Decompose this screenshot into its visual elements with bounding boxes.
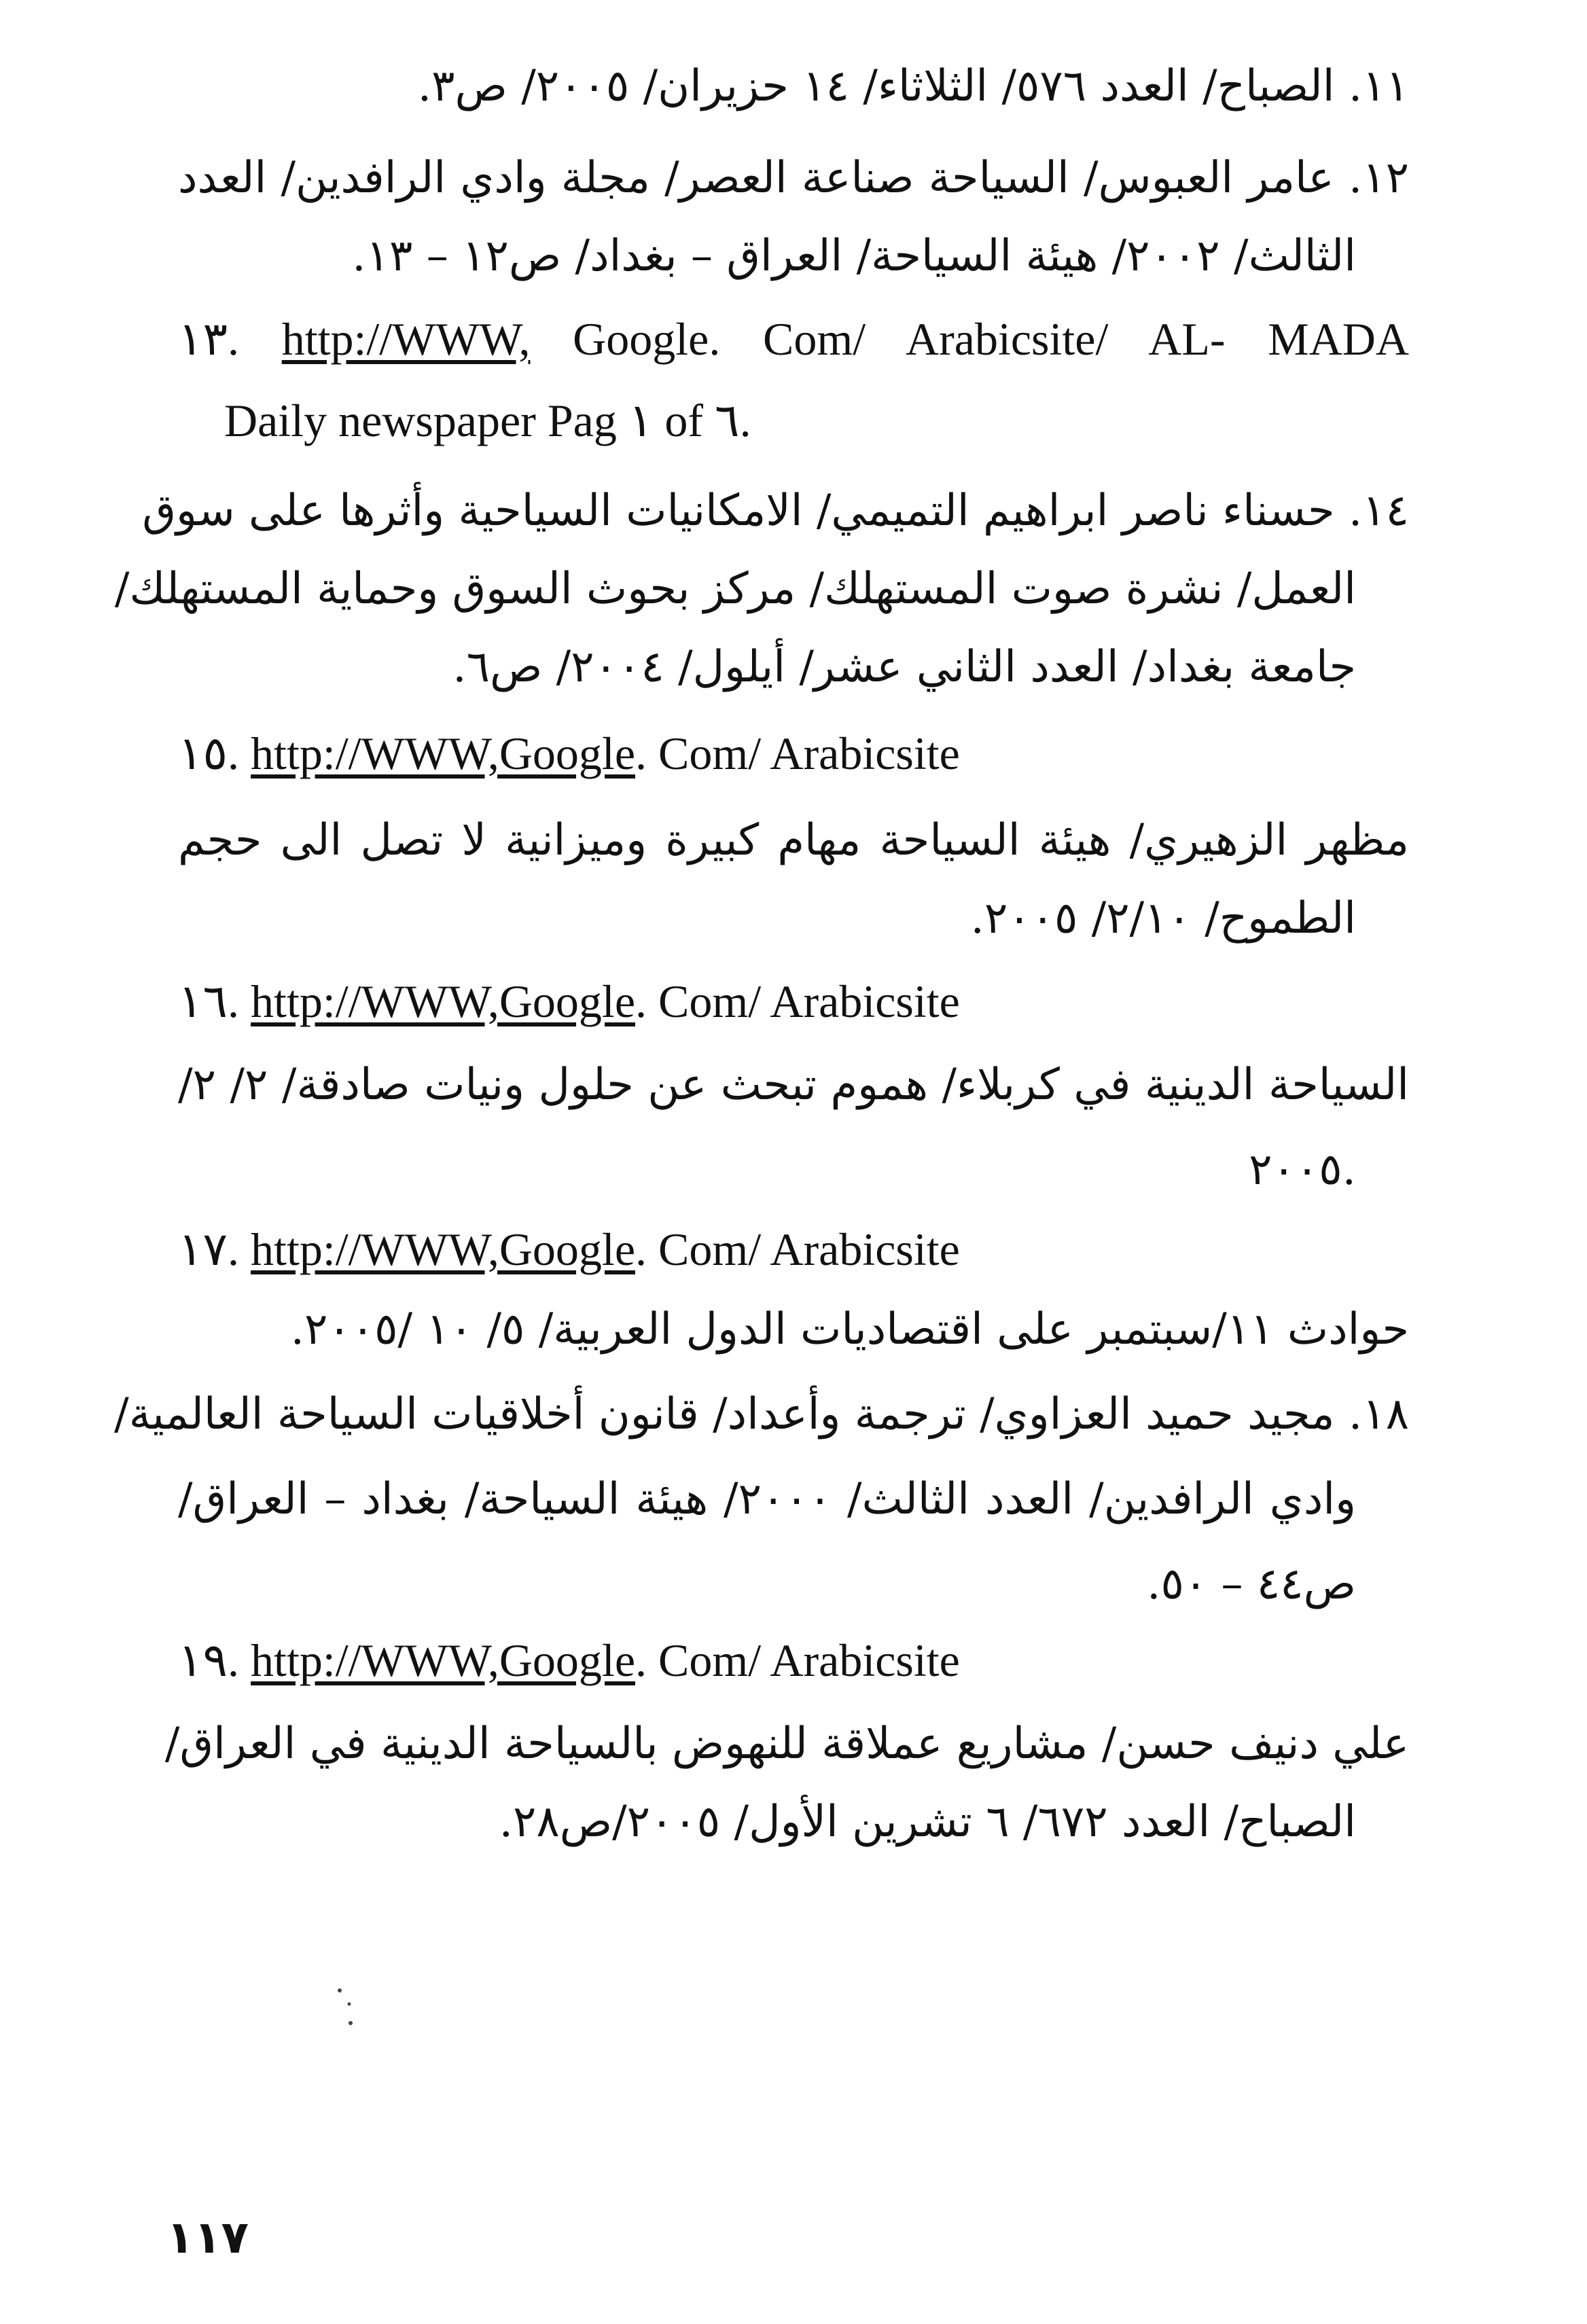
reference-19-line-2: علي دنيف حسن/ مشاريع عملاقة للنهوض بالسياحة الدينية في العراق/ xyxy=(164,1719,1409,1769)
reference-15-line-2: مظهر الزهيري/ هيئة السياحة مهام كبيرة وميزانية لا تصل الى حجم xyxy=(178,815,1409,865)
reference-18-line-1: ١٨. مجيد حميد العزاوي/ ترجمة وأعداد/ قانون أخلاقيات السياحة العالمية/ xyxy=(114,1389,1409,1440)
reference-13-link[interactable]: http://WWW, xyxy=(281,313,531,365)
reference-12-line-2: الثالث/ ٢٠٠٢/ هيئة السياحة/ العراق – بغداد/ ص١٢ – ١٣. xyxy=(352,231,1356,281)
reference-16-line-1 xyxy=(178,976,960,1027)
reference-16-url-rest: . Com/ Arabicsite xyxy=(635,976,960,1027)
reference-15-line-1 xyxy=(178,728,960,779)
page-number: ١١٧ xyxy=(166,2211,249,2264)
reference-13-url-rest: Google. Com/ Arabicsite/ AL- MADA xyxy=(573,313,1410,365)
reference-16-link[interactable]: http://WWW,Google xyxy=(251,976,635,1027)
scan-specks xyxy=(326,1984,367,2065)
reference-14-line-1: ١٤. حسناء ناصر ابراهيم التميمي/ الامكانيات السياحية وأثرها على سوق xyxy=(142,486,1409,536)
reference-14-line-2: العمل/ نشرة صوت المستهلك/ مركز بحوث السوق وحماية المستهلك/ xyxy=(114,564,1356,614)
reference-12-line-1: ١٢. عامر العبوس/ السياحة صناعة العصر/ مجلة وادي الرافدين/ العدد xyxy=(178,153,1409,203)
reference-16-line-3: .٢٠٠٥ xyxy=(1249,1145,1356,1195)
reference-19-line-1 xyxy=(178,1634,960,1686)
reference-16-line-2: السياحة الدينية في كربلاء/ هموم تبحث عن حلول ونيات صادقة/ ٢/ ٢/ xyxy=(178,1060,1410,1110)
reference-17-url-rest: . Com/ Arabicsite xyxy=(635,1223,960,1275)
reference-13-line-2: Daily newspaper Pag ١ of ٦. xyxy=(224,395,751,446)
reference-13-number: ١٣. xyxy=(178,313,240,365)
reference-19-number: ١٩. xyxy=(178,1634,240,1686)
reference-17-line-2: حوادث ١١/سبتمبر على اقتصاديات الدول العربية/ ٥/ ١٠ /٢٠٠٥. xyxy=(290,1304,1409,1355)
reference-17-link[interactable]: http://WWW,Google xyxy=(251,1223,635,1275)
reference-15-link[interactable]: http://WWW,Google xyxy=(251,728,635,779)
reference-17-number: ١٧. xyxy=(178,1223,240,1275)
reference-11-line-1: ١١. الصباح/ العدد ٥٧٦/ الثلاثاء/ ١٤ حزيران/ ٢٠٠٥/ ص٣. xyxy=(417,61,1409,111)
reference-19-url-rest: . Com/ Arabicsite xyxy=(635,1634,960,1686)
reference-14-line-3: جامعة بغداد/ العدد الثاني عشر/ أيلول/ ٢٠٠٤/ ص٦. xyxy=(452,642,1356,692)
reference-16-number: ١٦. xyxy=(178,976,240,1027)
reference-17-line-1 xyxy=(178,1223,960,1275)
reference-15-line-3: الطموح/ ٢/١٠/ ٢٠٠٥. xyxy=(970,893,1356,944)
reference-19-line-3: الصباح/ العدد ٦٧٢/ ٦ تشرين الأول/ ٢٠٠٥/ص٢٨. xyxy=(499,1797,1356,1847)
reference-13-line-1 xyxy=(178,313,1410,365)
reference-15-number: ١٥. xyxy=(178,728,240,779)
reference-18-line-2: وادي الرافدين/ العدد الثالث/ ٢٠٠٠/ هيئة السياحة/ بغداد – العراق/ xyxy=(178,1474,1357,1524)
reference-15-url-rest: . Com/ Arabicsite xyxy=(635,728,960,779)
reference-19-link[interactable]: http://WWW,Google xyxy=(251,1634,635,1686)
reference-18-line-3: ص٤٤ – ٥٠. xyxy=(1147,1559,1356,1609)
